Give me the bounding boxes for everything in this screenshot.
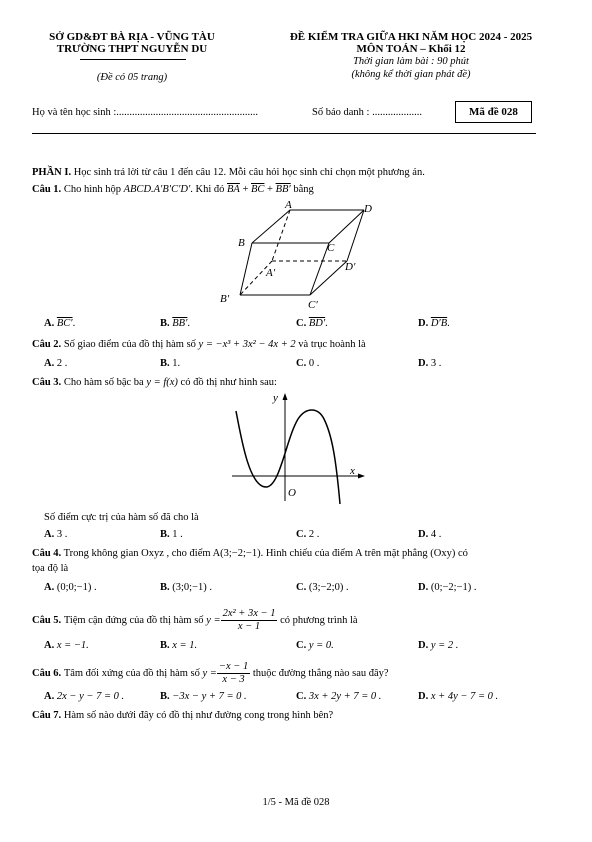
option-text: x = −1. [56, 640, 89, 651]
option-end: . [187, 318, 191, 329]
exam-code-box: Mã đề 028 [455, 101, 532, 123]
option-key: A. [44, 691, 55, 702]
option-text: 0 . [308, 358, 320, 369]
q2-text-b: và trục hoành là [298, 339, 366, 350]
option-vector: BC′ [56, 318, 73, 329]
option-text: 2 . [308, 529, 320, 540]
q1-vector-1: $\overline{BA}$ [227, 184, 240, 195]
option-text: 1. [172, 358, 181, 369]
q1-text-c: bằng [293, 184, 314, 195]
option-text: (0;−2;−1) . [430, 582, 477, 593]
header-underline-left [80, 59, 186, 60]
part1-heading [32, 167, 425, 178]
q1-box: ABCD.A′B′C′D′ [123, 184, 191, 195]
page-footer: 1/5 - Mã đề 028 [262, 797, 330, 808]
option-end: . [72, 318, 76, 329]
q5-option-a[interactable] [44, 640, 89, 651]
q6-option-c[interactable] [296, 691, 381, 702]
option-key: B. [160, 691, 170, 702]
subject-title: MÔN TOÁN – Khối 12 [356, 43, 466, 55]
q3-text-a: Cho hàm số bậc ba [63, 377, 144, 388]
q2-option-b[interactable] [160, 358, 180, 369]
exam-title: ĐỀ KIỂM TRA GIỮA HKI NĂM HỌC 2024 - 2025 [289, 31, 533, 43]
q5-text-a: Tiệm cận đứng của đồ thị hàm số [63, 614, 204, 626]
vertex-b-prime-label: B′ [220, 293, 230, 305]
q7-text: Hàm số nào dưới đây có đồ thị như đường cong trong hình bên? [63, 710, 334, 721]
option-key: B. [160, 640, 170, 651]
q1-option-c[interactable] [296, 318, 328, 329]
y-axis-label: y [273, 392, 278, 404]
q6-label: Câu 6. [32, 667, 62, 679]
q4-option-d[interactable] [418, 582, 477, 593]
option-key: D. [418, 358, 429, 369]
option-key: D. [418, 691, 429, 702]
q3-label: Câu 3. [32, 377, 62, 388]
page-count-note: (Đề có 05 trang) [96, 72, 168, 83]
school-name: TRƯỜNG THPT NGUYỄN DU [56, 43, 208, 55]
q2-label: Câu 2. [32, 339, 62, 350]
q3-followup: Số điểm cực trị của hàm số đã cho là [44, 512, 199, 523]
q1-vector-3: BB′ [275, 184, 291, 195]
q4-option-b[interactable] [160, 582, 212, 593]
option-end: . [325, 318, 328, 329]
option-text: 3 . [56, 529, 68, 540]
part1-instruction: Học sinh trả lời từ câu 1 đến câu 12. Mỗi câu hỏi học sinh chỉ chọn một phương án. [73, 167, 425, 178]
vertex-c-label: C [327, 242, 335, 254]
option-key: C. [296, 318, 307, 329]
option-key: D. [418, 529, 429, 540]
question-3 [32, 377, 277, 388]
q4-text: Trong không gian Oxyz , cho điểm A(3;−2;−1). Hình chiếu của điểm A trên mặt phẳng (Oxy) có [63, 548, 468, 559]
option-key: A. [44, 529, 55, 540]
q6-fraction [217, 661, 250, 685]
option-text: y = 0. [308, 640, 334, 651]
option-vector: BD′ [308, 318, 326, 329]
q5-y-eq: y = [206, 614, 221, 626]
option-key: D. [418, 318, 429, 329]
q2-text-a: Số giao điểm của đồ thị hàm số [63, 339, 196, 350]
x-axis-label: x [350, 465, 355, 477]
q1-text-b: . Khi đó [190, 184, 225, 195]
q4-label: Câu 4. [32, 548, 62, 559]
option-key: D. [418, 582, 429, 593]
option-key: D. [418, 640, 429, 651]
q4-option-c[interactable] [296, 582, 349, 593]
q6-option-b[interactable] [160, 691, 247, 702]
q6-text-a: Tâm đối xứng của đồ thị hàm số [63, 667, 200, 679]
q5-option-b[interactable] [160, 640, 197, 651]
parallelepiped-figure [212, 198, 372, 312]
q1-option-d[interactable] [418, 318, 450, 329]
exam-duration: Thời gian làm bài : 90 phút [353, 56, 469, 67]
q6-text-b: thuộc đường thẳng nào sau đây? [252, 667, 389, 679]
header-divider [32, 133, 536, 134]
student-name-field: Họ và tên học sinh :...................................................... [32, 107, 259, 118]
option-text: 2x − y − 7 = 0 . [56, 691, 125, 702]
option-text: (0;0;−1) . [56, 582, 97, 593]
question-4 [32, 548, 468, 559]
option-key: C. [296, 640, 307, 651]
q5-fraction [221, 608, 278, 632]
q1-option-a[interactable] [44, 318, 75, 329]
vertex-d-label: D [364, 203, 372, 215]
question-1: Câu 1. Cho hình hộp ABCD.A′B′C′D′. Khi đó $\overline{BA} + \overline{BC} + BB'$ bằng [32, 184, 314, 195]
option-text: x = 1. [172, 640, 198, 651]
q1-vector-2: $\overline{BC}$ [251, 184, 265, 195]
q6-option-a[interactable] [44, 691, 124, 702]
part1-title: PHẦN I. [32, 167, 72, 178]
option-key: A. [44, 582, 55, 593]
cubic-graph-figure [228, 389, 368, 509]
q6-denominator: x − 3 [222, 673, 245, 685]
question-5 [32, 604, 358, 636]
option-key: A. [44, 318, 55, 329]
q5-option-c[interactable] [296, 640, 334, 651]
option-end: . [447, 318, 450, 329]
option-text: 2 . [56, 358, 68, 369]
option-key: C. [296, 529, 307, 540]
q2-option-c[interactable] [296, 358, 319, 369]
q5-denominator: x − 1 [237, 620, 261, 632]
q6-numerator: −x − 1 [218, 660, 249, 672]
q5-numerator: 2x² + 3x − 1 [222, 607, 276, 619]
option-key: C. [296, 358, 307, 369]
option-text: (3;−2;0) . [308, 582, 349, 593]
q4-option-a[interactable] [44, 582, 97, 593]
q2-option-a[interactable] [44, 358, 67, 369]
question-2 [32, 339, 366, 350]
q7-label: Câu 7. [32, 710, 62, 721]
option-key: C. [296, 582, 307, 593]
q3-option-d[interactable] [418, 529, 441, 540]
q1-text-a: Cho hình hộp [63, 184, 121, 195]
q5-text-b: có phương trình là [280, 614, 358, 626]
vertex-b-label: B [238, 237, 245, 249]
option-text: 3 . [430, 358, 442, 369]
option-vector: D′B [430, 318, 448, 329]
option-text: (3;0;−1) . [172, 582, 213, 593]
option-text: y = 2 . [430, 640, 459, 651]
q2-formula: y = −x³ + 3x² − 4x + 2 [198, 339, 296, 350]
q3-formula: y = f(x) [146, 377, 178, 388]
option-key: C. [296, 691, 307, 702]
q3-option-c[interactable] [296, 529, 319, 540]
question-7 [32, 710, 333, 721]
q2-option-d[interactable] [418, 358, 441, 369]
exam-duration-note: (không kể thời gian phát đề) [351, 69, 471, 80]
option-key: B. [160, 582, 170, 593]
vertex-c-prime-label: C′ [308, 299, 318, 311]
q6-y-eq: y = [202, 667, 217, 679]
q1-option-b[interactable] [160, 318, 190, 329]
option-key: B. [160, 529, 170, 540]
q3-option-a[interactable] [44, 529, 67, 540]
option-key: B. [160, 358, 170, 369]
q4-text-continued: tọa độ là [32, 563, 69, 574]
option-text: −3x − y + 7 = 0 . [172, 691, 247, 702]
vertex-d-prime-label: D′ [345, 261, 356, 273]
department-name: SỞ GD&ĐT BÀ RỊA - VŨNG TÀU [49, 31, 215, 43]
option-text: 3x + 2y + 7 = 0 . [308, 691, 382, 702]
vertex-a-prime-label: A′ [266, 267, 276, 279]
student-id-field: Số báo danh : ................... [312, 107, 422, 118]
option-text: x + 4y − 7 = 0 . [430, 691, 499, 702]
q1-label: Câu 1. [32, 184, 62, 195]
question-6 [32, 657, 389, 689]
origin-label: O [288, 487, 296, 499]
q3-text-b: có đồ thị như hình sau: [180, 377, 277, 388]
option-text: 1 . [172, 529, 183, 540]
q6-option-d[interactable] [418, 691, 498, 702]
option-key: A. [44, 358, 55, 369]
q5-label: Câu 5. [32, 614, 62, 626]
option-vector: BB′ [172, 318, 188, 329]
option-key: B. [160, 318, 170, 329]
option-text: 4 . [430, 529, 442, 540]
option-key: A. [44, 640, 55, 651]
q5-option-d[interactable] [418, 640, 458, 651]
q3-option-b[interactable] [160, 529, 183, 540]
vertex-a-label: A [285, 199, 292, 211]
